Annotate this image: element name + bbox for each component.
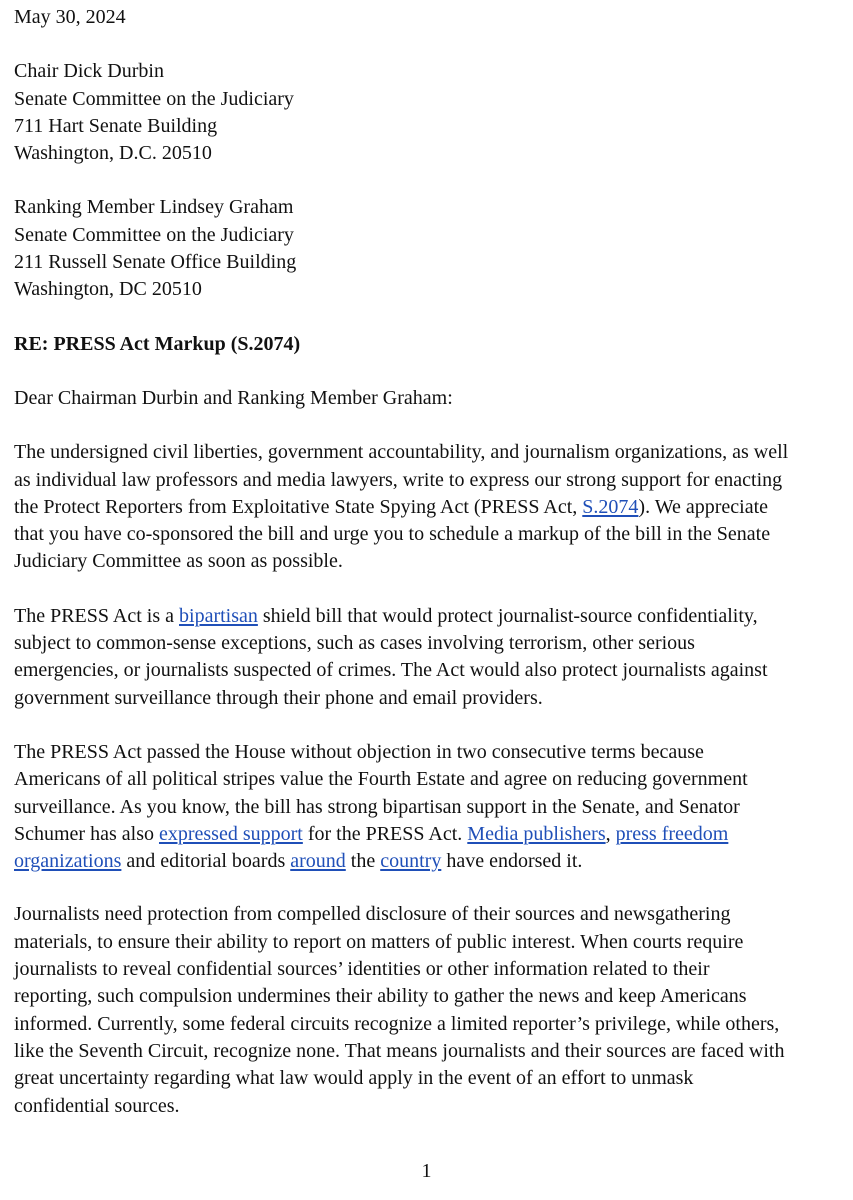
link-around[interactable]: around	[290, 850, 346, 873]
subject-line: RE: PRESS Act Markup (S.2074)	[14, 332, 301, 355]
paragraph-1	[14, 439, 844, 575]
paragraph-line	[14, 821, 844, 848]
paragraph-line: The PRESS Act passed the House without objection in two consecutive terms because	[14, 740, 704, 763]
paragraph-line: journalists to reveal confidential sources’ identities or other information related to their	[14, 958, 710, 981]
address-line: Senate Committee on the Judiciary	[14, 223, 294, 246]
paragraph-line: subject to common-sense exceptions, such as cases involving terrorism, other serious	[14, 632, 695, 655]
text-segment: the	[345, 850, 381, 873]
paragraph-line	[14, 603, 844, 630]
link-expressed-support[interactable]: expressed support	[158, 822, 303, 845]
address-line: Senate Committee on the Judiciary	[14, 87, 294, 110]
recipient-address-graham	[14, 194, 844, 303]
text-segment: have endorsed it.	[441, 850, 583, 873]
text-segment: ). We appreciate	[638, 495, 769, 518]
link-s2074[interactable]: S.2074	[582, 495, 639, 518]
paragraph-line	[14, 494, 844, 521]
page-number: 1	[421, 1160, 432, 1182]
paragraph-line: The undersigned civil liberties, government accountability, and journalism organizations, as well	[14, 441, 789, 464]
paragraph-line: emergencies, or journalists suspected of crimes. The Act would also protect journalists against	[14, 659, 768, 682]
paragraph-line: reporting, such compulsion undermines their ability to gather the news and keep Americans	[14, 985, 747, 1008]
paragraph-line: great uncertainty regarding what law would apply in the event of an effort to unmask	[14, 1067, 694, 1090]
paragraph-line: confidential sources.	[14, 1094, 180, 1117]
paragraph-line: government surveillance through their phone and email providers.	[14, 686, 543, 709]
text-segment: Schumer has also	[14, 822, 159, 845]
paragraph-line: surveillance. As you know, the bill has strong bipartisan support in the Senate, and Senator	[14, 795, 740, 818]
address-line: Chair Dick Durbin	[14, 60, 164, 83]
text-segment: ,	[605, 822, 616, 845]
paragraph-line: informed. Currently, some federal circuits recognize a limited reporter’s privilege, while others,	[14, 1012, 780, 1035]
letter-page	[14, 4, 844, 1120]
paragraph-line: Americans of all political stripes value the Fourth Estate and agree on reducing government	[14, 768, 748, 791]
paragraph-line: that you have co-sponsored the bill and urge you to schedule a markup of the bill in the Senate	[14, 523, 771, 546]
link-press-freedom[interactable]: press freedom	[615, 822, 729, 845]
recipient-address-durbin	[14, 58, 844, 167]
link-organizations[interactable]: organizations	[14, 850, 122, 873]
link-bipartisan[interactable]: bipartisan	[179, 604, 258, 627]
address-line: Ranking Member Lindsey Graham	[14, 196, 294, 219]
address-line: Washington, DC 20510	[14, 278, 202, 301]
letter-date: May 30, 2024	[14, 6, 126, 28]
paragraph-line: materials, to ensure their ability to report on matters of public interest. When courts require	[14, 930, 744, 953]
paragraph-line: as individual law professors and media lawyers, write to express our strong support for enacting	[14, 468, 783, 491]
address-line: 211 Russell Senate Office Building	[14, 251, 297, 274]
paragraph-4	[14, 901, 844, 1119]
paragraph-line: Journalists need protection from compelled disclosure of their sources and newsgathering	[14, 903, 731, 926]
text-segment: for the PRESS Act.	[302, 822, 468, 845]
link-media-publishers[interactable]: Media publishers	[467, 822, 606, 845]
text-segment: and editorial boards	[121, 850, 291, 873]
address-line: 711 Hart Senate Building	[14, 114, 218, 137]
address-line: Washington, D.C. 20510	[14, 142, 212, 165]
paragraph-line: like the Seventh Circuit, recognize none. That means journalists and their sources are faced with	[14, 1039, 785, 1062]
paragraph-3	[14, 739, 844, 875]
text-segment: shield bill that would protect journalist-source confidentiality,	[257, 604, 758, 627]
paragraph-2	[14, 603, 844, 712]
salutation: Dear Chairman Durbin and Ranking Member Graham:	[14, 386, 453, 409]
link-country[interactable]: country	[380, 850, 442, 873]
text-segment: The PRESS Act is a	[14, 604, 180, 627]
text-segment: the Protect Reporters from Exploitative State Spying Act (PRESS Act,	[14, 495, 583, 518]
paragraph-line	[14, 848, 844, 875]
paragraph-line: Judiciary Committee as soon as possible.	[14, 550, 343, 573]
